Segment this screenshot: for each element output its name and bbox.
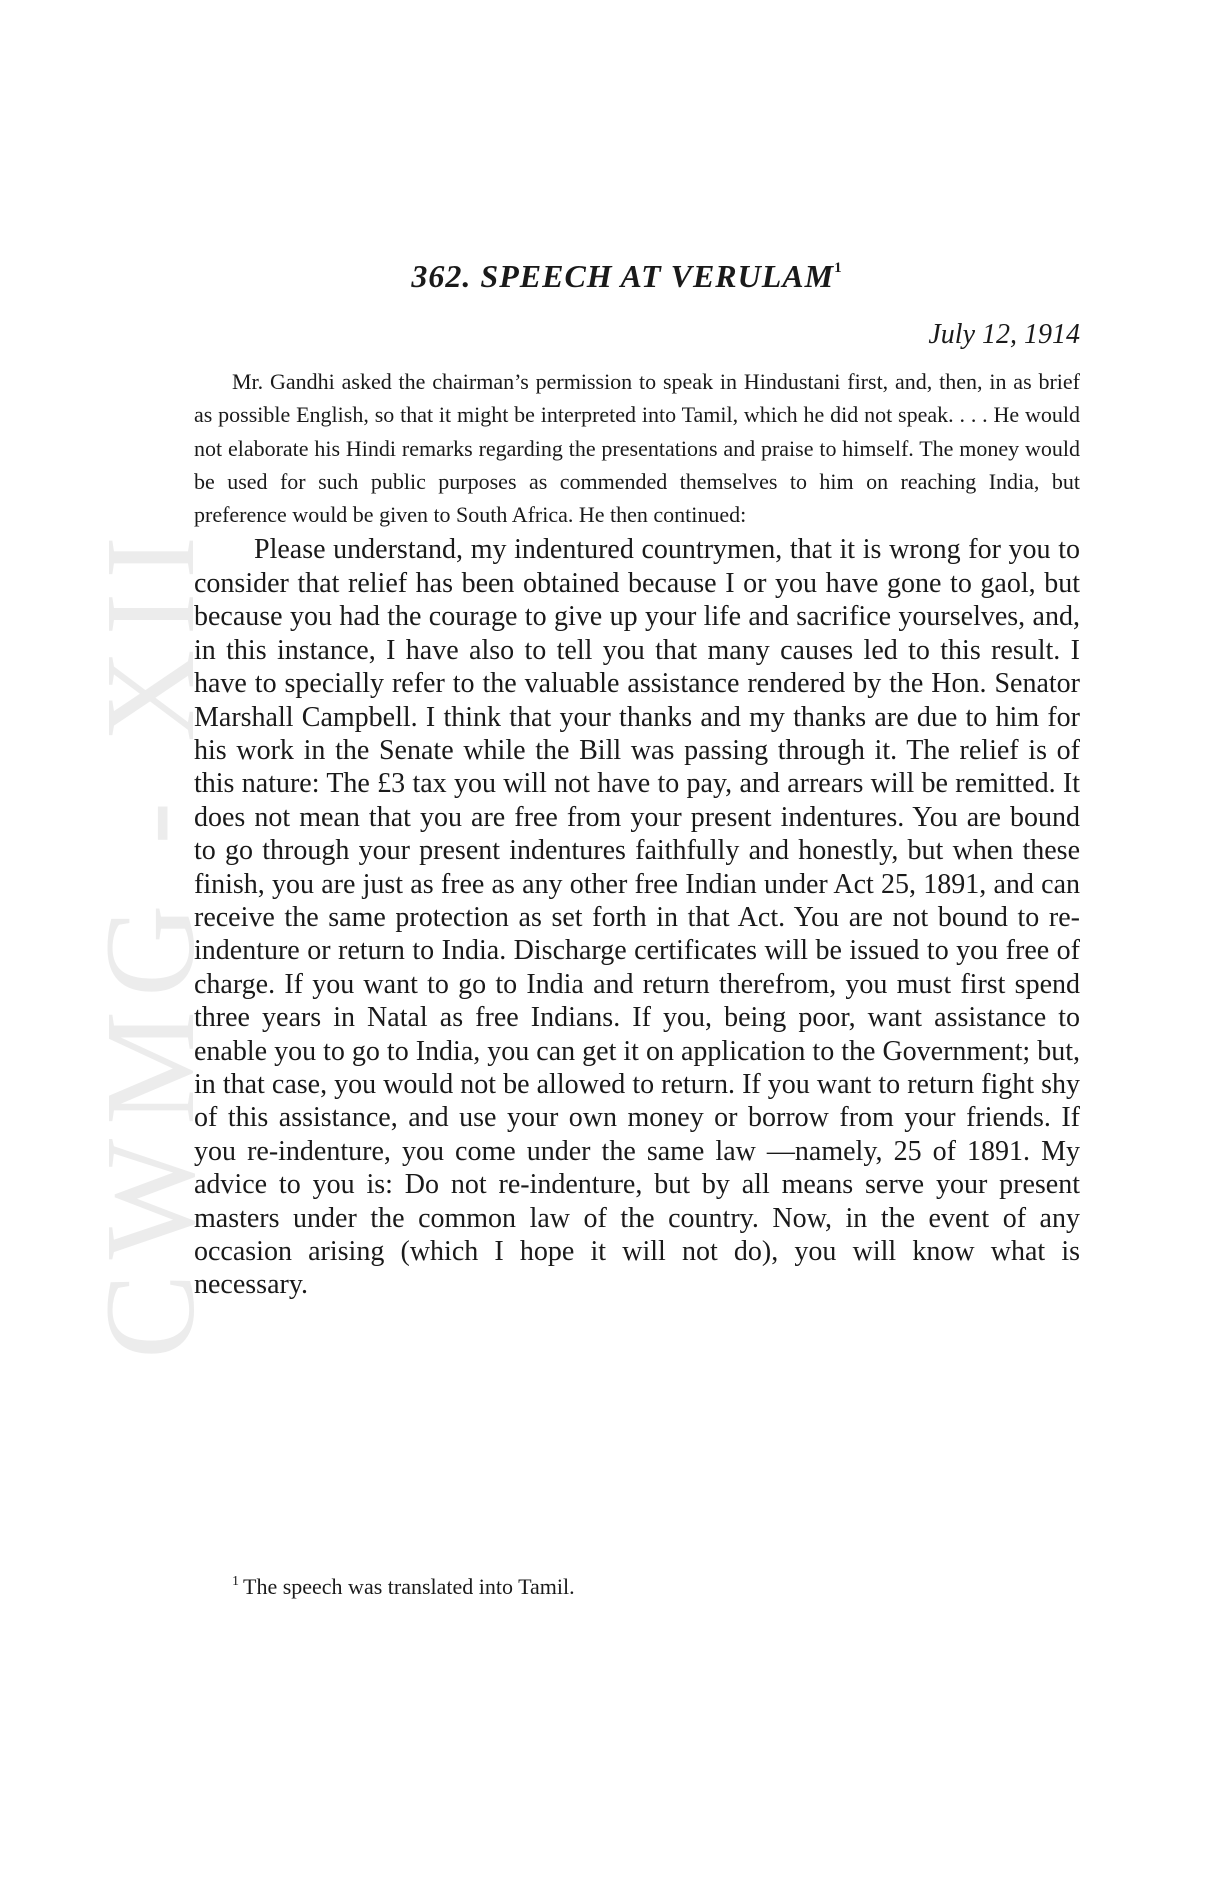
intro-paragraph: Mr. Gandhi asked the chairman’s permission to speak in Hindustani first, and, then, in as brief as possible English, so that it might be interpreted into Tamil, which he did not speak. . . . He would not elaborate his Hindi remarks regarding the presentations and praise to himself. The money would be used for such public purposes as commended themselves to him on reaching India, but preference would be given to South Africa. He then continued: xyxy=(194,369,1080,528)
footnote-reference: 1 xyxy=(834,260,843,276)
document-number: 362. xyxy=(411,258,472,294)
page-title xyxy=(194,258,1080,295)
watermark-text: CWMG - XII xyxy=(78,521,221,1359)
document-title: SPEECH AT VERULAM xyxy=(480,258,835,294)
page-content xyxy=(194,258,1080,1302)
speech-paragraph: Please understand, my indentured countrymen, that it is wrong for you to consider that relief has been obtained because I or you have gone to gaol, but because you had the courage to give up your life and sacrifice yourselves, and, in this instance, I have also to tell you that many causes led to this result. I have to specially refer to the valuable assistance rendered by the Hon. Senator Marshall Campbell. I think that your thanks and my thanks are due to him for his work in the Senate while the Bill was passing through it. The relief is of this nature: The £3 tax you will not have to pay, and arrears will be remitted. It does not mean that you are free from your present indentures. You are bound to go through your present indentures faithfully and honestly, but when these finish, you are just as free as any other free Indian under Act 25, 1891, and can receive the same protection as set forth in that Act. You are not bound to re-indenture or return to India. Discharge certificates will be issued to you free of charge. If you want to go to India and return therefrom, you must first spend three years in Natal as free Indians. If you, being poor, want assistance to enable you to go to India, you can get it on application to the Government; but, in that case, you would not be allowed to return. If you want to return fight shy of this assistance, and use your own money or borrow from your friends. If you re-indenture, you come under the same law —namely, 25 of 1891. My advice to you is: Do not re-indenture, but by all means serve your present masters under the common law of the country. Now, in the event of any occasion arising (which I hope it will not do), you will know what is necessary. xyxy=(194,534,1080,1301)
footnote-text: The speech was translated into Tamil. xyxy=(243,1574,575,1599)
date-line: July 12, 1914 xyxy=(928,319,1080,350)
footnote-marker: 1 xyxy=(232,1574,239,1589)
footnote xyxy=(232,1574,575,1600)
